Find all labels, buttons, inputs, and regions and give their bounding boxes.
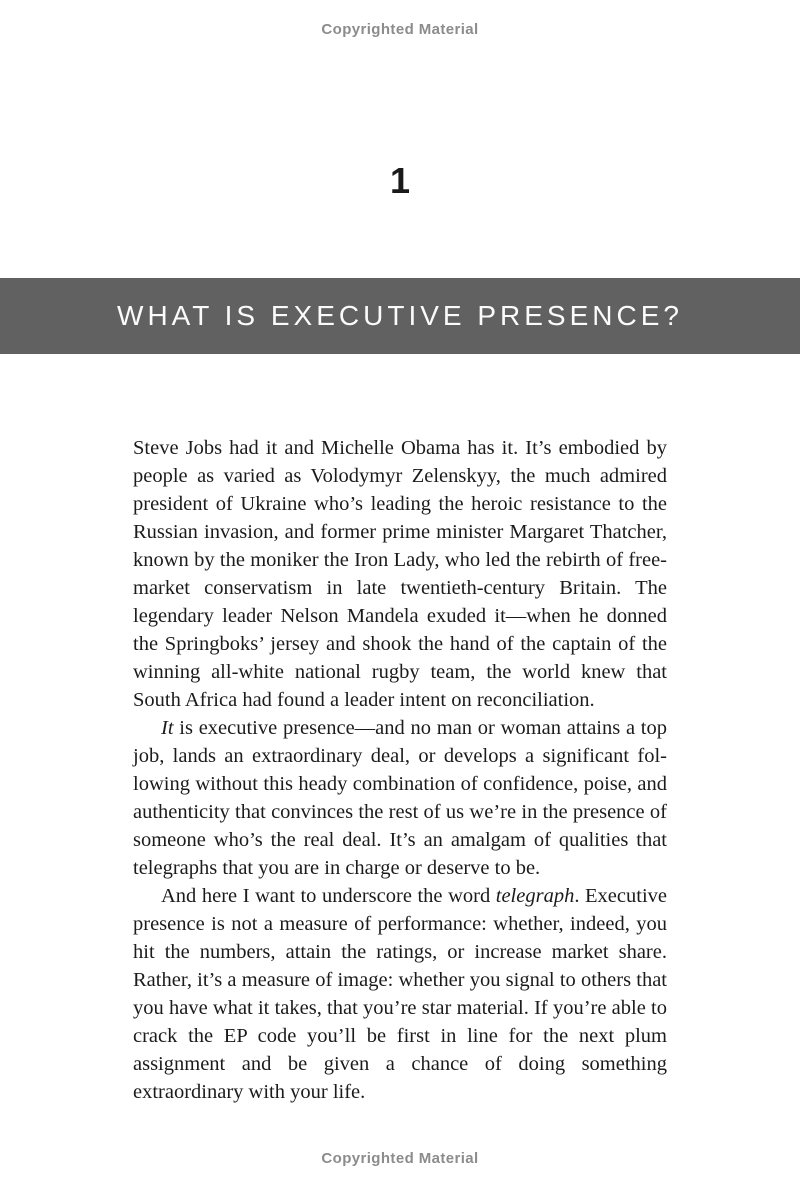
paragraph-2-italic: It	[161, 717, 174, 739]
copyright-notice-bottom: Copyrighted Material	[321, 1150, 479, 1167]
paragraph-2-post: is executive presence—and no man or woman attains a top job, lands an extraordinary deal, or develops a significant following without this heady combination of confidence, poise, and authenticity that convinces the rest of us we’re in the presence of someone who’s the real deal. It’s an amalgam of qualities that telegraphs that you are in charge or deserve to be.	[133, 717, 667, 879]
paragraph-3-italic: telegraph	[495, 885, 575, 907]
paragraph-2	[133, 714, 667, 882]
paragraph-3-post: . Executive presence is not a measure of performance: whether, indeed, you hit the numbers, attain the ratings, or increase market share. Rather, it’s a measure of image: whether you signal to others that you have what it takes, that you’re star material. If you’re able to crack the EP code you’ll be first in line for the next plum assignment and be given a chance of doing something extraordinary with your life.	[133, 885, 667, 1103]
chapter-number: 1	[389, 160, 411, 201]
paragraph-1	[133, 434, 667, 714]
paragraph-3	[133, 882, 667, 1106]
body-text	[133, 434, 667, 1106]
chapter-title: WHAT IS EXECUTIVE PRESENCE?	[117, 300, 683, 331]
paragraph-3-pre: And here I want to underscore the word	[161, 885, 496, 907]
copyright-notice-top: Copyrighted Material	[321, 21, 479, 38]
chapter-title-banner	[0, 278, 800, 354]
paragraph-1-text: Steve Jobs had it and Michelle Obama has it. It’s embodied by people as varied as Volodymyr Zelenskyy, the much admired president of Ukraine who’s leading the heroic resistance to the Russian invasion, and former prime minister Margaret Thatcher, known by the moniker the Iron Lady, who led the rebirth of free-market conservatism in late twentieth-century Britain. The legendary leader Nelson Mandela exuded it—when he donned the Springboks’ jersey and shook the hand of the captain of the winning all-white national rugby team, the world knew that South Africa had found a leader intent on reconciliation.	[133, 437, 667, 711]
